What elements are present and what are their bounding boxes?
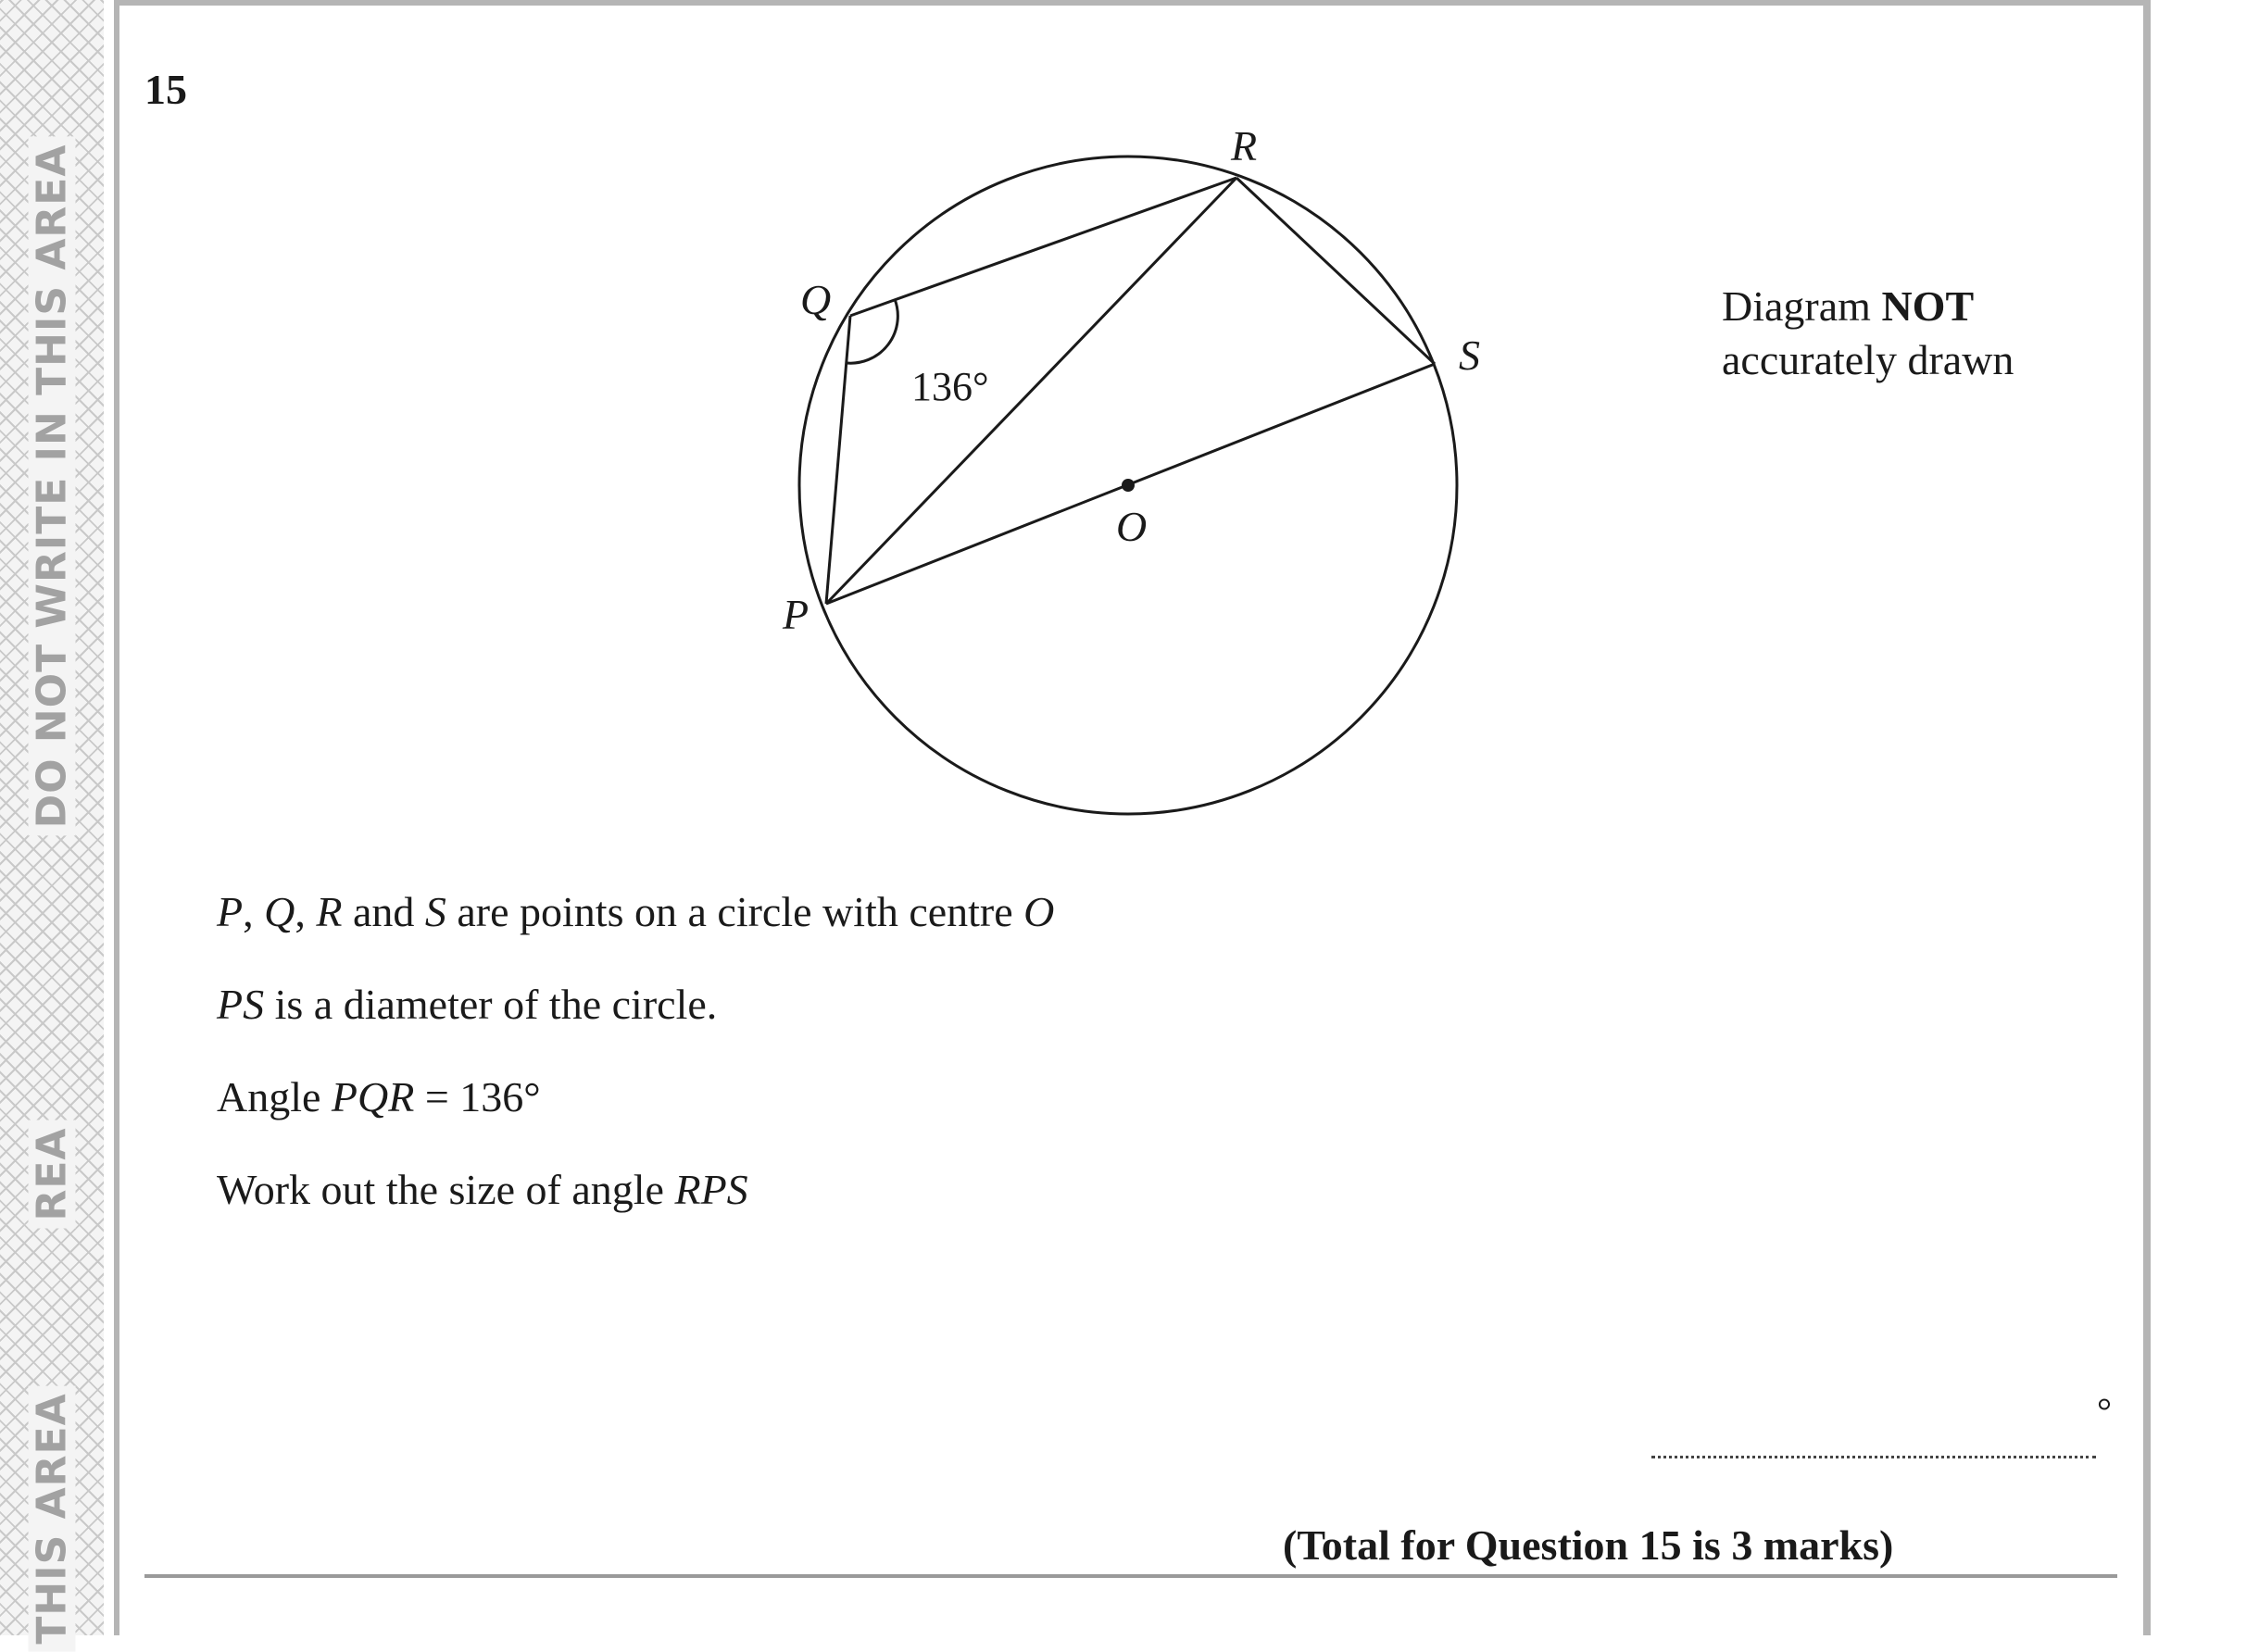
margin-warning-text-partial: REA bbox=[29, 1120, 76, 1229]
var-s: S bbox=[424, 888, 446, 935]
chord-qr bbox=[850, 178, 1236, 316]
statement-text: is a diameter of the circle. bbox=[264, 981, 718, 1028]
statement-text: Angle bbox=[217, 1073, 332, 1120]
note-not-text: NOT bbox=[1881, 282, 1975, 330]
var-o: O bbox=[1023, 888, 1055, 935]
label-q: Q bbox=[800, 276, 832, 323]
label-s: S bbox=[1459, 332, 1480, 379]
note-diagram-text: Diagram bbox=[1722, 282, 1882, 330]
answer-unit-degree: ° bbox=[2097, 1390, 2112, 1432]
margin-warning-text-partial-bottom: THIS AREA bbox=[29, 1385, 76, 1651]
angle-label-136: 136° bbox=[911, 364, 989, 409]
statement-angle-pqr bbox=[217, 1072, 541, 1121]
bottom-rule bbox=[144, 1574, 2117, 1578]
label-o: O bbox=[1116, 503, 1148, 550]
statement-text: are points on a circle with centre bbox=[446, 888, 1024, 935]
diagram-not-accurate-note bbox=[1722, 280, 2014, 387]
var-rps: RPS bbox=[674, 1166, 748, 1213]
var-p: P bbox=[217, 888, 244, 935]
statement-diameter bbox=[217, 980, 717, 1029]
label-r: R bbox=[1231, 122, 1258, 169]
var-ps: PS bbox=[217, 981, 265, 1028]
margin-warning-text: DO NOT WRITE IN THIS AREA bbox=[29, 137, 76, 836]
statement-points-on-circle bbox=[217, 887, 1054, 936]
statement-text: = 136° bbox=[414, 1073, 541, 1120]
label-p: P bbox=[783, 591, 809, 638]
comma: , bbox=[295, 888, 317, 935]
comma: , bbox=[243, 888, 265, 935]
var-q: Q bbox=[264, 888, 295, 935]
var-pqr: PQR bbox=[331, 1073, 415, 1120]
statement-text: Work out the size of angle bbox=[217, 1166, 675, 1213]
var-r: R bbox=[316, 888, 343, 935]
answer-line[interactable] bbox=[1651, 1456, 2096, 1458]
chord-rs bbox=[1236, 178, 1435, 364]
note-accurately-drawn-text: accurately drawn bbox=[1722, 336, 2014, 383]
chord-pq bbox=[826, 316, 850, 604]
statement-task bbox=[217, 1165, 748, 1214]
chord-pr bbox=[826, 178, 1236, 604]
question-number: 15 bbox=[144, 66, 187, 113]
total-marks: (Total for Question 15 is 3 marks) bbox=[1283, 1521, 1894, 1569]
centre-point bbox=[1122, 479, 1135, 492]
and-text: and bbox=[342, 888, 425, 935]
